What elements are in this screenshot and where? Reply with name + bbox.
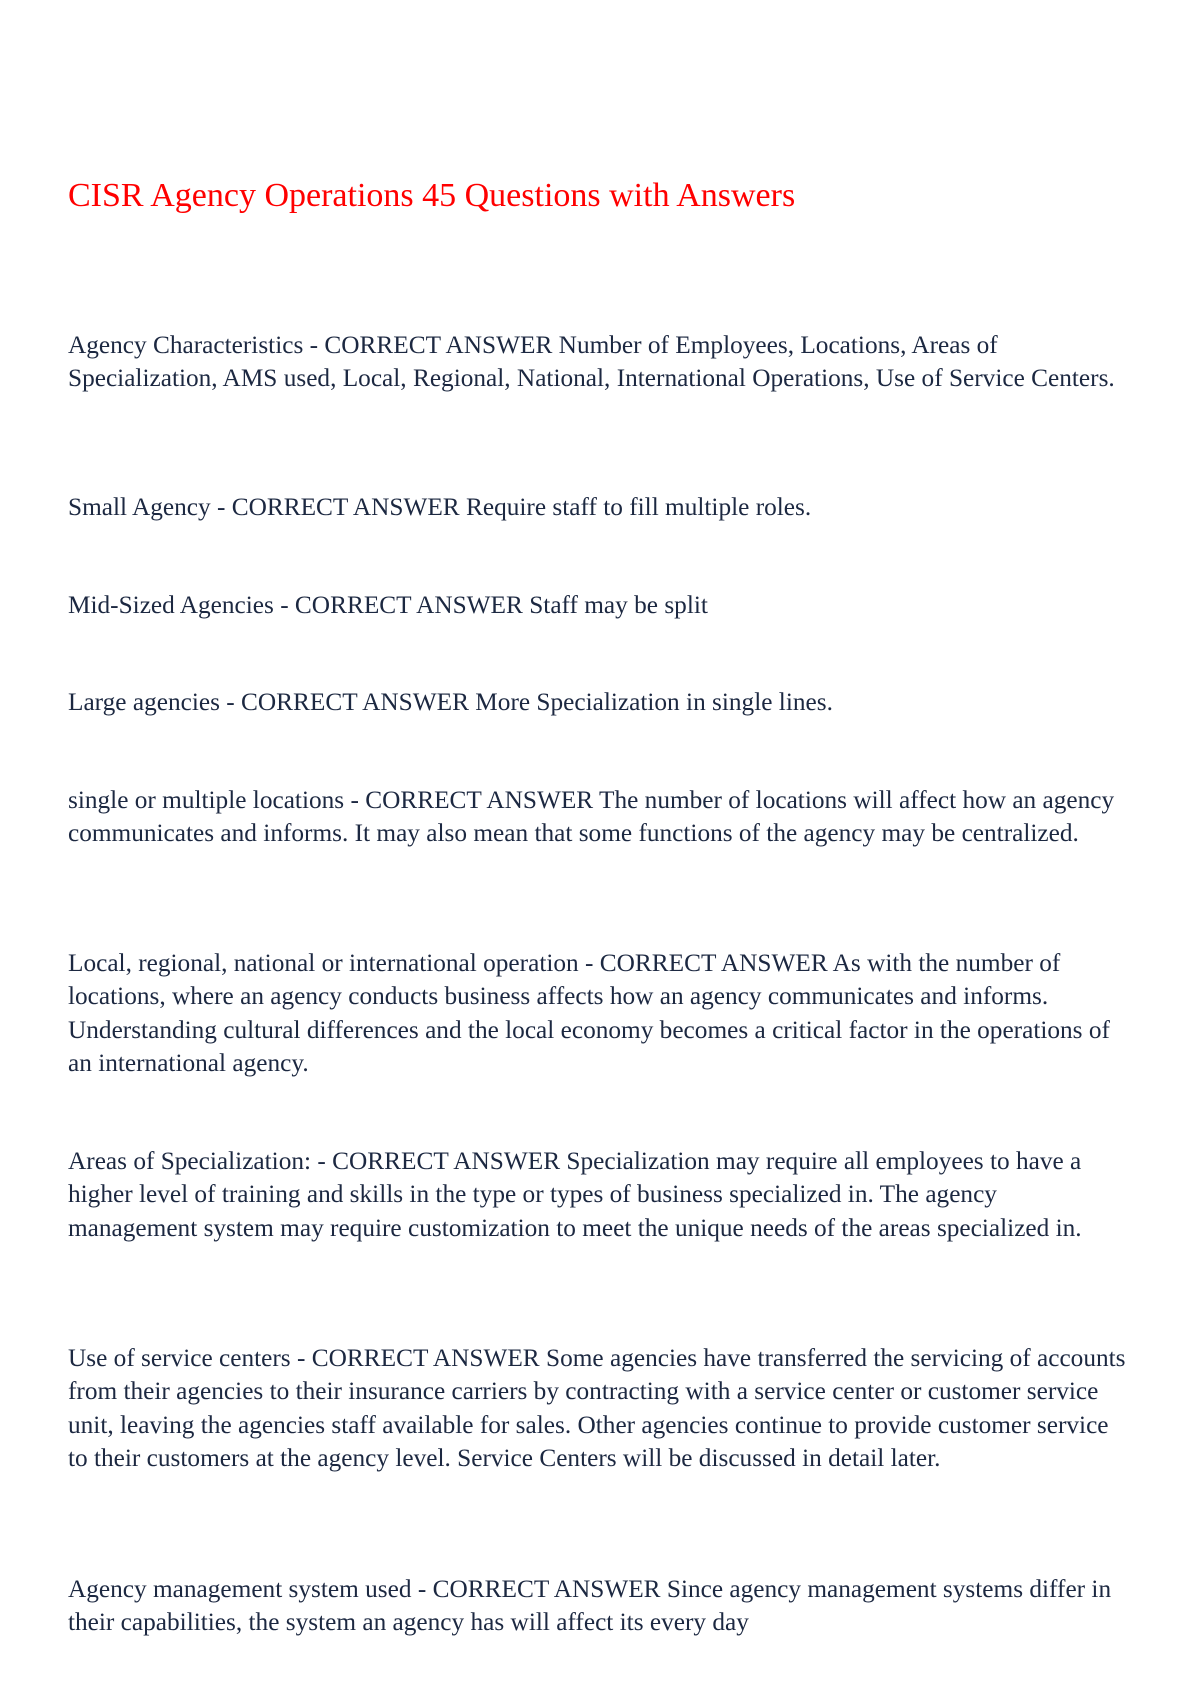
qa-entry bbox=[68, 589, 1130, 622]
answer-separator: - CORRECT ANSWER bbox=[216, 493, 460, 521]
answer-separator: - CORRECT ANSWER bbox=[417, 1575, 661, 1603]
answer-separator: - CORRECT ANSWER bbox=[350, 786, 594, 814]
question-term: Small Agency bbox=[68, 493, 211, 521]
qa-entry bbox=[68, 1145, 1130, 1245]
question-term: Large agencies bbox=[68, 688, 220, 716]
question-term: single or multiple locations bbox=[68, 786, 345, 814]
answer-separator: - CORRECT ANSWER bbox=[317, 1147, 561, 1175]
answer-text: Require staff to fill multiple roles. bbox=[466, 493, 812, 521]
answer-text: More Specialization in single lines. bbox=[475, 688, 833, 716]
answer-separator: - CORRECT ANSWER bbox=[226, 688, 469, 716]
question-term: Agency Characteristics bbox=[68, 331, 304, 359]
answer-separator: - CORRECT ANSWER bbox=[296, 1344, 540, 1372]
qa-entry bbox=[68, 329, 1130, 396]
answer-separator: - CORRECT ANSWER bbox=[280, 591, 523, 619]
answer-text: As with the number of locations, where an agency conducts business affects how an agency communicates and informs. Understanding cultural differences and the local economy becomes a critical factor in the operations of an international agency. bbox=[68, 949, 1110, 1078]
answer-text: The number of locations will affect how an agency communicates and informs. It may also mean that some functions of the agency may be centralized. bbox=[68, 786, 1115, 848]
answer-text: Staff may be split bbox=[529, 591, 708, 619]
answer-separator: - CORRECT ANSWER bbox=[585, 949, 828, 977]
answer-separator: - CORRECT ANSWER bbox=[309, 331, 553, 359]
answer-text: Specialization may require all employees to have a higher level of training and skills in the type or types of business specialized in. The agency management system may require customization to meet the unique needs of the areas specialized in. bbox=[68, 1147, 1082, 1242]
question-term: Agency management system used bbox=[68, 1575, 412, 1603]
qa-entry bbox=[68, 784, 1130, 851]
qa-entry bbox=[68, 947, 1130, 1081]
question-term: Use of service centers bbox=[68, 1344, 291, 1372]
question-term: Areas of Specialization: bbox=[68, 1147, 312, 1175]
answer-text: Since agency management systems differ in their capabilities, the system an agency has will affect its every day bbox=[68, 1575, 1112, 1637]
question-term: Mid-Sized Agencies bbox=[68, 591, 274, 619]
answer-text: Number of Employees, Locations, Areas of Specialization, AMS used, Local, Regional, National, International Operations, Use of Service Centers. bbox=[68, 331, 1115, 393]
qa-entry bbox=[68, 686, 1130, 719]
document-title: CISR Agency Operations 45 Questions with Answers bbox=[68, 177, 796, 214]
qa-entry bbox=[68, 491, 1130, 524]
qa-entry bbox=[68, 1342, 1130, 1476]
question-term: Local, regional, national or international operation bbox=[68, 949, 579, 977]
answer-text: Some agencies have transferred the servicing of accounts from their agencies to their insurance carriers by contracting with a service center or customer service unit, leaving the agencies staff available for sales. Other agencies continue to provide customer service to their customers at the agency level. Service Centers will be discussed in detail later. bbox=[68, 1344, 1126, 1473]
qa-entry bbox=[68, 1573, 1130, 1640]
